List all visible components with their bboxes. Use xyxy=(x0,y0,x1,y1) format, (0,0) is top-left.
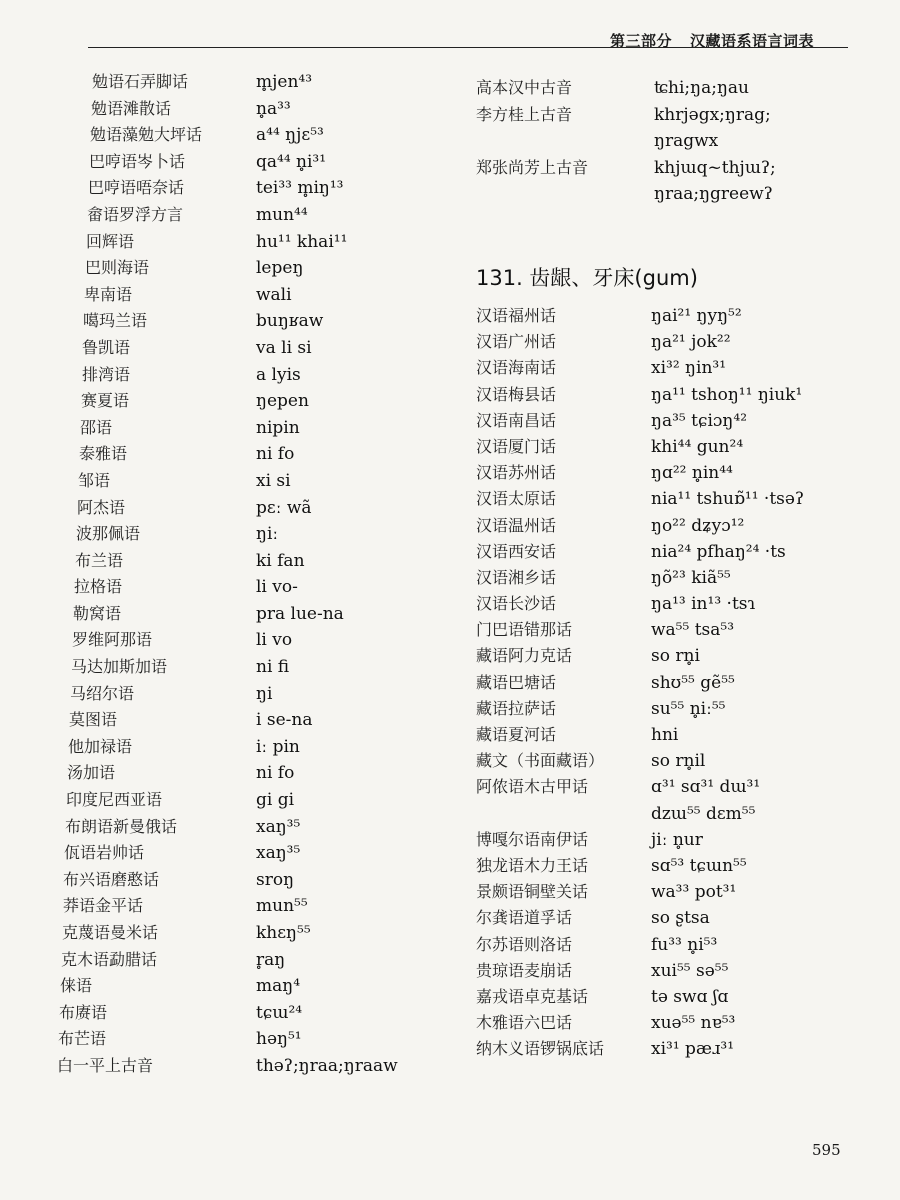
entry-form: xaŋ³⁵ xyxy=(256,816,301,837)
entry-row xyxy=(476,906,876,932)
entry-form: jiː n̥ur xyxy=(651,829,703,850)
entry-language: 他加禄语 xyxy=(68,736,133,756)
entry-row xyxy=(476,697,876,723)
entry-row xyxy=(56,948,456,975)
entry-form: ŋa³⁵ tɕiɔŋ⁴² xyxy=(651,410,748,431)
entry-form: ɑ³¹ sɑ³¹ dɯ³¹ xyxy=(651,777,761,798)
entry-language: 噶玛兰语 xyxy=(83,311,148,331)
entry-language: 汉语广州话 xyxy=(476,332,557,352)
entry-form: xaŋ³⁵ xyxy=(256,843,301,864)
entry-language: 邵语 xyxy=(80,417,113,437)
entry-form: tə swɑ ʃɑ xyxy=(651,986,729,1007)
entry-form: i se-na xyxy=(256,710,313,731)
entry-row xyxy=(56,256,456,283)
entry-row xyxy=(56,123,456,150)
entry-form: ŋraa;ŋgreewʔ xyxy=(654,184,773,205)
entry-language: 汉语福州话 xyxy=(476,306,557,325)
entry-language: 汉语梅县话 xyxy=(476,384,557,404)
entry-form: ŋragwx xyxy=(654,131,719,152)
entry-form: ni fo xyxy=(256,763,295,784)
entry-form: shʊ⁵⁵ gẽ⁵⁵ xyxy=(651,672,735,693)
entry-row xyxy=(476,749,876,775)
entry-language: 克蔑语曼米话 xyxy=(62,923,159,942)
entry-language: 布兰语 xyxy=(75,550,124,570)
entry-form: ʨhi;ŋa;ŋau xyxy=(654,78,749,98)
entry-form: xi³¹ pæɹ³¹ xyxy=(651,1039,735,1060)
entry-form: pra lue-na xyxy=(256,603,344,624)
entry-language: 藏语夏河话 xyxy=(476,725,557,744)
entry-language: 贵琼语麦崩话 xyxy=(476,960,573,980)
entry-form: n̥a³³ xyxy=(256,98,291,119)
entry-form: sroŋ xyxy=(256,869,295,890)
entry-form: khjɯq~thjɯʔ; xyxy=(654,157,776,178)
entry-form: ni fo xyxy=(256,444,295,465)
entry-language: 印度尼西亚语 xyxy=(66,790,163,810)
entry-language: 阿侬语木古甲话 xyxy=(476,777,589,797)
entry-row xyxy=(56,602,456,629)
entry-row xyxy=(56,628,456,655)
entry-language: 汤加语 xyxy=(67,763,116,783)
entry-form: iː pin xyxy=(256,736,300,757)
entry-language: 汉语厦门话 xyxy=(476,436,557,456)
entry-form: xi³² ŋin³¹ xyxy=(651,358,727,379)
header-title: 汉藏语系语言词表 xyxy=(690,32,815,50)
entry-row xyxy=(56,442,456,469)
entry-row xyxy=(476,461,876,487)
entry-language: 克木语勐腊话 xyxy=(61,949,158,969)
entry-language: 独龙语木力王话 xyxy=(476,855,589,875)
entry-row xyxy=(476,880,876,906)
entry-form: m̥jen⁴³ xyxy=(256,72,313,92)
entry-language: 汉语海南话 xyxy=(476,358,557,378)
entry-row xyxy=(476,1011,876,1037)
entry-row xyxy=(56,97,456,124)
entry-row xyxy=(56,70,456,97)
entry-row xyxy=(476,933,876,959)
entry-row xyxy=(56,655,456,682)
entry-form: hni xyxy=(651,725,679,745)
entry-row xyxy=(56,894,456,921)
entry-row xyxy=(56,682,456,709)
entry-form: ŋõ²³ kiã⁵⁵ xyxy=(651,567,731,588)
entry-row xyxy=(56,1054,456,1081)
entry-form: khɛŋ⁵⁵ xyxy=(256,923,311,943)
entry-language: 勉语石弄脚话 xyxy=(92,72,189,91)
section-title: 131. 齿龈、牙床(gum) xyxy=(476,266,698,290)
entry-form: a lyis xyxy=(256,364,301,385)
entry-language: 勉语滩散话 xyxy=(91,98,172,118)
entry-row xyxy=(56,735,456,762)
entry-form: pɛː wã xyxy=(256,497,312,518)
entry-language: 俫语 xyxy=(60,976,93,996)
entry-language: 汉语长沙话 xyxy=(476,594,557,614)
entry-row xyxy=(56,761,456,788)
entry-form: xi si xyxy=(256,470,291,491)
entry-row xyxy=(476,409,876,435)
entry-row xyxy=(476,854,876,880)
entry-form: wa³³ pot³¹ xyxy=(651,882,737,903)
entry-form: r̥aŋ xyxy=(256,949,286,970)
entry-form: ŋa¹¹ tshoŋ¹¹ ŋiuk¹ xyxy=(651,384,803,405)
entry-form: ŋo²² dʑyɔ¹² xyxy=(651,515,745,536)
entry-row xyxy=(476,487,876,513)
entry-language: 汉语温州话 xyxy=(476,515,557,535)
entry-row xyxy=(476,129,876,156)
entry-row xyxy=(56,469,456,496)
entry-row xyxy=(56,841,456,868)
entry-form: ki fan xyxy=(256,550,305,571)
entry-language: 巴哼语唔奈话 xyxy=(88,178,185,198)
entry-form: thəʔ;ŋraa;ŋraaw xyxy=(256,1055,398,1076)
entry-row xyxy=(476,103,876,130)
entry-form: dzɯ⁵⁵ dɛm⁵⁵ xyxy=(651,803,756,824)
entry-language: 巴则海语 xyxy=(85,258,150,278)
left-column xyxy=(56,70,456,1081)
entry-form: nipin xyxy=(256,417,300,438)
entry-language: 马绍尔语 xyxy=(70,683,135,703)
entry-form: wali xyxy=(256,284,292,305)
entry-form: hu¹¹ khai¹¹ xyxy=(256,231,348,252)
entry-form: fu³³ n̥i⁵³ xyxy=(651,934,718,955)
entry-language: 汉语苏州话 xyxy=(476,463,557,483)
entry-row xyxy=(476,828,876,854)
entry-row xyxy=(56,389,456,416)
entry-language: 布朗语新曼俄话 xyxy=(65,816,178,836)
entry-row xyxy=(476,671,876,697)
entry-row xyxy=(476,182,876,209)
entry-language: 阿杰语 xyxy=(77,497,126,517)
entry-form: va li si xyxy=(256,337,312,358)
entry-language: 排湾语 xyxy=(82,364,131,384)
entry-row xyxy=(56,575,456,602)
entry-language: 嘉戎语卓克基话 xyxy=(476,986,589,1006)
entry-language: 布赓语 xyxy=(59,1002,108,1022)
entry-language: 郑张尚芳上古音 xyxy=(476,157,589,177)
entry-form: khrjəgx;ŋrag; xyxy=(654,104,771,125)
entry-language: 汉语湘乡话 xyxy=(476,567,557,587)
entry-row xyxy=(56,549,456,576)
entry-form: ŋiː xyxy=(256,524,279,545)
entry-language: 尔龚语道孚话 xyxy=(476,908,573,928)
entry-form: li vo xyxy=(256,630,293,651)
entry-row xyxy=(56,309,456,336)
entry-row xyxy=(476,644,876,670)
entry-language: 纳木义语锣锅底话 xyxy=(476,1039,605,1059)
entry-language: 勒窝语 xyxy=(73,603,122,623)
entry-language: 木雅语六巴话 xyxy=(476,1013,573,1033)
entry-row xyxy=(56,522,456,549)
entry-language: 邹语 xyxy=(78,470,111,490)
entry-form: nia¹¹ tshuɒ̃¹¹ ·tsəʔ xyxy=(651,489,805,510)
entry-row xyxy=(56,230,456,257)
entry-language: 汉语南昌话 xyxy=(476,410,557,430)
entry-language: 藏语拉萨话 xyxy=(476,698,557,718)
entry-form: xuə⁵⁵ nɐ⁵³ xyxy=(651,1013,736,1034)
entry-row xyxy=(476,592,876,618)
entry-row xyxy=(56,496,456,523)
entry-form: su⁵⁵ n̥iː⁵⁵ xyxy=(651,698,726,719)
entry-form: khi⁴⁴ gun²⁴ xyxy=(651,436,744,457)
entry-row xyxy=(476,304,876,330)
entry-row xyxy=(476,383,876,409)
entry-language: 藏语阿力克话 xyxy=(476,646,573,666)
entry-language: 白一平上古音 xyxy=(57,1055,154,1075)
entry-language: 回辉语 xyxy=(86,231,135,251)
entry-form: ŋa¹³ in¹³ ·tsɿ xyxy=(651,594,756,615)
entry-row xyxy=(476,566,876,592)
entry-language: 马达加斯加语 xyxy=(71,657,168,677)
entry-row xyxy=(476,330,876,356)
entry-row xyxy=(56,1001,456,1028)
entry-form: lepeŋ xyxy=(256,258,304,279)
entry-row xyxy=(476,802,876,828)
entry-language: 巴哼语岑卜话 xyxy=(89,151,186,171)
header-rule xyxy=(88,47,848,48)
entry-form: a⁴⁴ ŋjɛ⁵³ xyxy=(256,125,324,146)
entry-language: 莽语金平话 xyxy=(63,896,144,916)
entry-form: gi gi xyxy=(256,790,295,811)
entry-form: buŋʁaw xyxy=(256,311,324,332)
entry-language: 泰雅语 xyxy=(79,444,128,464)
right-column-top xyxy=(476,76,876,209)
entry-row xyxy=(56,868,456,895)
entry-form: so rn̥i xyxy=(651,646,700,667)
entry-language: 景颇语铜壁关话 xyxy=(476,882,589,902)
entry-row xyxy=(56,203,456,230)
entry-form: ŋa²¹ jok²² xyxy=(651,332,731,353)
entry-language: 汉语太原话 xyxy=(476,489,557,509)
entry-form: maŋ⁴ xyxy=(256,976,301,997)
entry-language: 布兴语磨憨话 xyxy=(63,869,160,889)
entry-language: 李方桂上古音 xyxy=(476,104,573,124)
entry-row xyxy=(476,723,876,749)
entry-language: 门巴语错那话 xyxy=(476,620,573,640)
header-part: 第三部分 xyxy=(610,32,673,50)
entry-row xyxy=(56,150,456,177)
entry-form: ŋɑ²² n̥in⁴⁴ xyxy=(651,463,733,484)
entry-form: li vo- xyxy=(256,577,298,598)
entry-language: 高本汉中古音 xyxy=(476,78,573,97)
entry-language: 罗维阿那语 xyxy=(72,630,153,650)
entry-row xyxy=(56,921,456,948)
entry-row xyxy=(476,356,876,382)
entry-row xyxy=(56,708,456,735)
entry-language: 藏文（书面藏语） xyxy=(476,751,605,771)
entry-form: tei³³ m̥iŋ¹³ xyxy=(256,178,344,199)
entry-row xyxy=(56,176,456,203)
entry-row xyxy=(476,775,876,801)
entry-row xyxy=(476,156,876,183)
entry-language: 藏语巴塘话 xyxy=(476,672,557,692)
entry-language: 佤语岩帅话 xyxy=(64,843,145,863)
entry-form: sɑ⁵³ tɕɯn⁵⁵ xyxy=(651,855,747,876)
entry-form: ni fi xyxy=(256,657,290,678)
entry-form: həŋ⁵¹ xyxy=(256,1029,302,1050)
entry-form: tɕɯ²⁴ xyxy=(256,1002,303,1023)
entry-row xyxy=(56,1027,456,1054)
entry-row xyxy=(56,788,456,815)
entry-form: mun⁴⁴ xyxy=(256,204,308,225)
entry-row xyxy=(476,1037,876,1063)
entry-language: 赛夏语 xyxy=(81,391,130,411)
entry-language: 勉语藻勉大坪话 xyxy=(90,125,203,145)
entry-row xyxy=(476,618,876,644)
entry-row xyxy=(56,363,456,390)
entry-form: nia²⁴ pfhaŋ²⁴ ·ts xyxy=(651,541,786,562)
entry-language: 布芒语 xyxy=(58,1029,107,1049)
entry-language: 畲语罗浮方言 xyxy=(87,204,184,224)
entry-row xyxy=(476,514,876,540)
entry-form: so rn̥il xyxy=(651,751,706,772)
right-column-bottom xyxy=(476,304,876,1063)
entry-row xyxy=(476,540,876,566)
entry-form: mun⁵⁵ xyxy=(256,896,308,917)
entry-row xyxy=(476,435,876,461)
entry-row xyxy=(476,76,876,103)
entry-row xyxy=(56,416,456,443)
entry-form: ŋai²¹ ŋyŋ⁵² xyxy=(651,306,742,326)
entry-row xyxy=(56,815,456,842)
entry-language: 卑南语 xyxy=(84,284,133,304)
entry-form: qa⁴⁴ n̥i³¹ xyxy=(256,151,327,172)
entry-language: 鲁凯语 xyxy=(82,337,131,357)
entry-row xyxy=(56,974,456,1001)
entry-language: 博嘎尔语南伊话 xyxy=(476,829,589,849)
entry-form: so ʂtsa xyxy=(651,908,710,929)
entry-language: 莫图语 xyxy=(69,710,118,730)
page-number: 595 xyxy=(812,1141,841,1159)
entry-language: 汉语西安话 xyxy=(476,541,557,561)
entry-form: ŋepen xyxy=(256,391,309,412)
entry-language: 拉格语 xyxy=(74,577,123,597)
entry-row xyxy=(476,985,876,1011)
entry-language: 波那佩语 xyxy=(76,524,141,544)
entry-form: ŋi xyxy=(256,683,273,704)
entry-row xyxy=(56,336,456,363)
entry-form: xui⁵⁵ sə⁵⁵ xyxy=(651,960,729,981)
entry-form: wa⁵⁵ tsa⁵³ xyxy=(651,620,735,641)
entry-row xyxy=(56,283,456,310)
entry-language: 尔苏语则洛话 xyxy=(476,934,573,954)
entry-row xyxy=(476,959,876,985)
